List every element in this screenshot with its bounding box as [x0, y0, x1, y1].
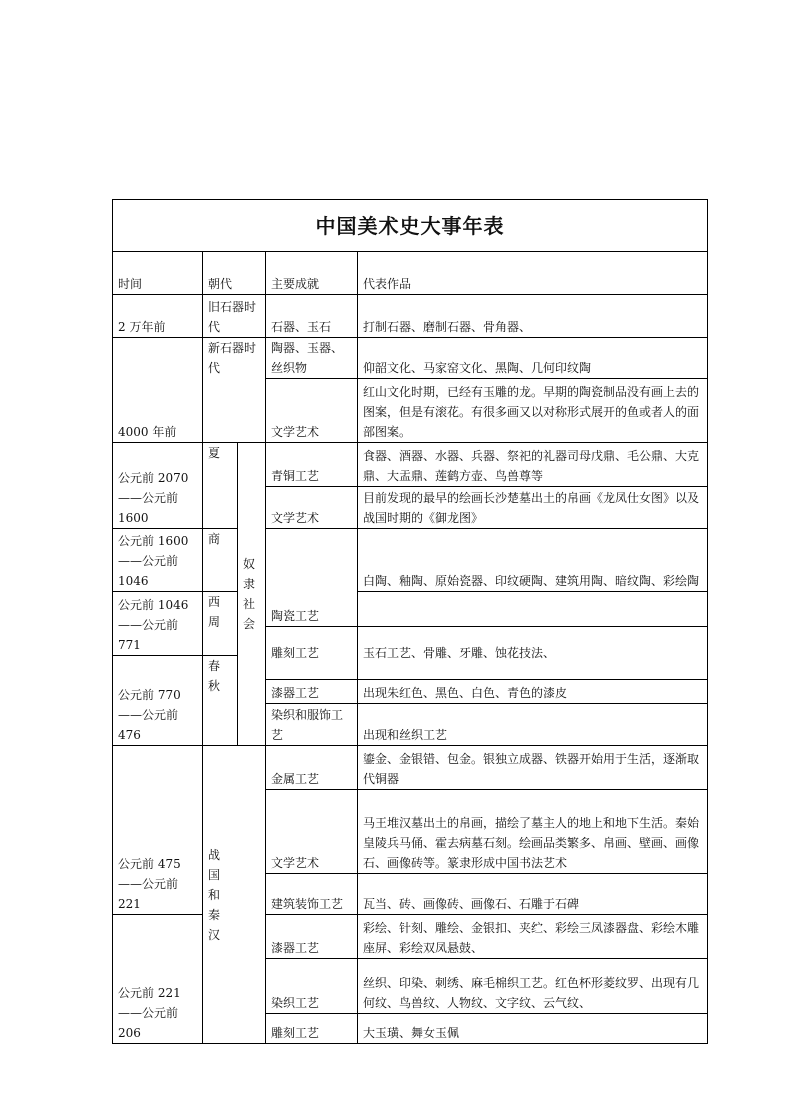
table-row: [113, 529, 708, 592]
dynasty-label: 夏: [208, 446, 221, 460]
works-cell: 鎏金、金银错、包金。银独立成器、铁器开始用于生活，逐渐取代铜器: [358, 746, 708, 790]
dynasty-cell: [203, 746, 266, 1044]
time-cell: 公元前 770——公元前 476: [113, 656, 203, 746]
works-cell: 大玉璜、舞女玉佩: [358, 1014, 708, 1044]
achievement-cell: 石器、玉石: [266, 295, 358, 338]
header-time: 时间: [113, 252, 203, 295]
table-row: [113, 746, 708, 790]
time-cell: 公元前 2070——公元前 1600: [113, 443, 203, 529]
works-cell: 红山文化时期，已经有玉雕的龙。早期的陶瓷制品没有画上去的图案，但是有滚花。有很多画又以对称形式展开的鱼或者人的面部图案。: [358, 379, 708, 443]
achievement-cell: 雕刻工艺: [266, 1014, 358, 1044]
table-title: 中国美术史大事年表: [113, 200, 708, 252]
achievement-cell: 金属工艺: [266, 746, 358, 790]
time-cell: 公元前 221——公元前 206: [113, 915, 203, 1044]
works-cell: 丝织、印染、刺绣、麻毛棉织工艺。红色杯形菱纹罗、出现有几何纹、鸟兽纹、人物纹、文字纹、云气纹、: [358, 959, 708, 1014]
works-cell: 仰韶文化、马家窑文化、黑陶、几何印纹陶: [358, 338, 708, 379]
dynasty-label: 新石器时代: [208, 341, 257, 375]
society-label: 奴隶社会: [243, 557, 256, 631]
dynasty-cell: [203, 592, 238, 656]
works-cell: 瓦当、砖、画像砖、画像石、石雕于石碑: [358, 874, 708, 915]
dynasty-label: 商: [208, 532, 221, 546]
table-row: [113, 915, 708, 959]
works-cell: 目前发现的最早的绘画长沙楚墓出土的帛画《龙凤仕女图》以及战国时期的《御龙图》: [358, 487, 708, 529]
table-row: [113, 338, 708, 379]
works-cell: 彩绘、针刻、雕绘、金银扣、夹纻、彩绘三凤漆器盘、彩绘木雕座屏、彩绘双凤悬鼓、: [358, 915, 708, 959]
time-cell: 公元前 1046——公元前 771: [113, 592, 203, 656]
achievement-cell: 文学艺术: [266, 379, 358, 443]
achievement-cell: 漆器工艺: [266, 915, 358, 959]
table-row: [113, 592, 708, 627]
table-row: [113, 443, 708, 487]
time-cell: 公元前 1600——公元前 1046: [113, 529, 203, 592]
dynasty-label: 西周: [208, 595, 221, 629]
works-cell: 出现和丝织工艺: [358, 704, 708, 746]
dynasty-cell: [203, 295, 266, 338]
achievement-cell: 染织工艺: [266, 959, 358, 1014]
dynasty-cell: [203, 656, 238, 746]
header-achievement: 主要成就: [266, 252, 358, 295]
achievement-cell: 陶器、玉器、丝织物: [266, 338, 358, 379]
achievement-cell: 染织和服饰工艺: [266, 704, 358, 746]
works-cell: 白陶、釉陶、原始瓷器、印纹硬陶、建筑用陶、暗纹陶、彩绘陶: [358, 529, 708, 592]
dynasty-cell: [203, 443, 238, 529]
achievement-cell: 文学艺术: [266, 487, 358, 529]
works-cell: 马王堆汉墓出土的帛画，描绘了墓主人的地上和地下生活。秦始皇陵兵马俑、霍去病墓石刻。绘画品类繁多、帛画、壁画、画像石、画像砖等。篆隶形成中国书法艺术: [358, 790, 708, 874]
achievement-cell: 文学艺术: [266, 790, 358, 874]
society-cell: [238, 443, 266, 746]
achievement-cell: 漆器工艺: [266, 680, 358, 704]
chronology-table: [112, 199, 708, 1044]
dynasty-cell: [203, 529, 238, 592]
dynasty-label: 春秋: [208, 659, 221, 693]
header-works: 代表作品: [358, 252, 708, 295]
time-cell: 4000 年前: [113, 338, 203, 443]
dynasty-label: 旧石器时代: [208, 300, 257, 334]
table-row: [113, 295, 708, 338]
works-cell: [358, 592, 708, 627]
works-cell: 打制石器、磨制石器、骨角器、: [358, 295, 708, 338]
header-dynasty: 朝代: [203, 252, 266, 295]
dynasty-label: 战国和秦汉: [208, 847, 221, 942]
works-cell: 出现朱红色、黑色、白色、青色的漆皮: [358, 680, 708, 704]
dynasty-cell: [203, 338, 266, 443]
achievement-cell: 陶瓷工艺: [266, 529, 358, 627]
time-cell: 2 万年前: [113, 295, 203, 338]
achievement-cell: 青铜工艺: [266, 443, 358, 487]
works-cell: 食器、酒器、水器、兵器、祭祀的礼器司母戊鼎、毛公鼎、大克鼎、大盂鼎、莲鹤方壶、鸟兽尊等: [358, 443, 708, 487]
achievement-cell: 雕刻工艺: [266, 627, 358, 680]
time-cell: 公元前 475——公元前 221: [113, 746, 203, 915]
works-cell: 玉石工艺、骨雕、牙雕、蚀花技法、: [358, 627, 708, 680]
achievement-cell: 建筑装饰工艺: [266, 874, 358, 915]
